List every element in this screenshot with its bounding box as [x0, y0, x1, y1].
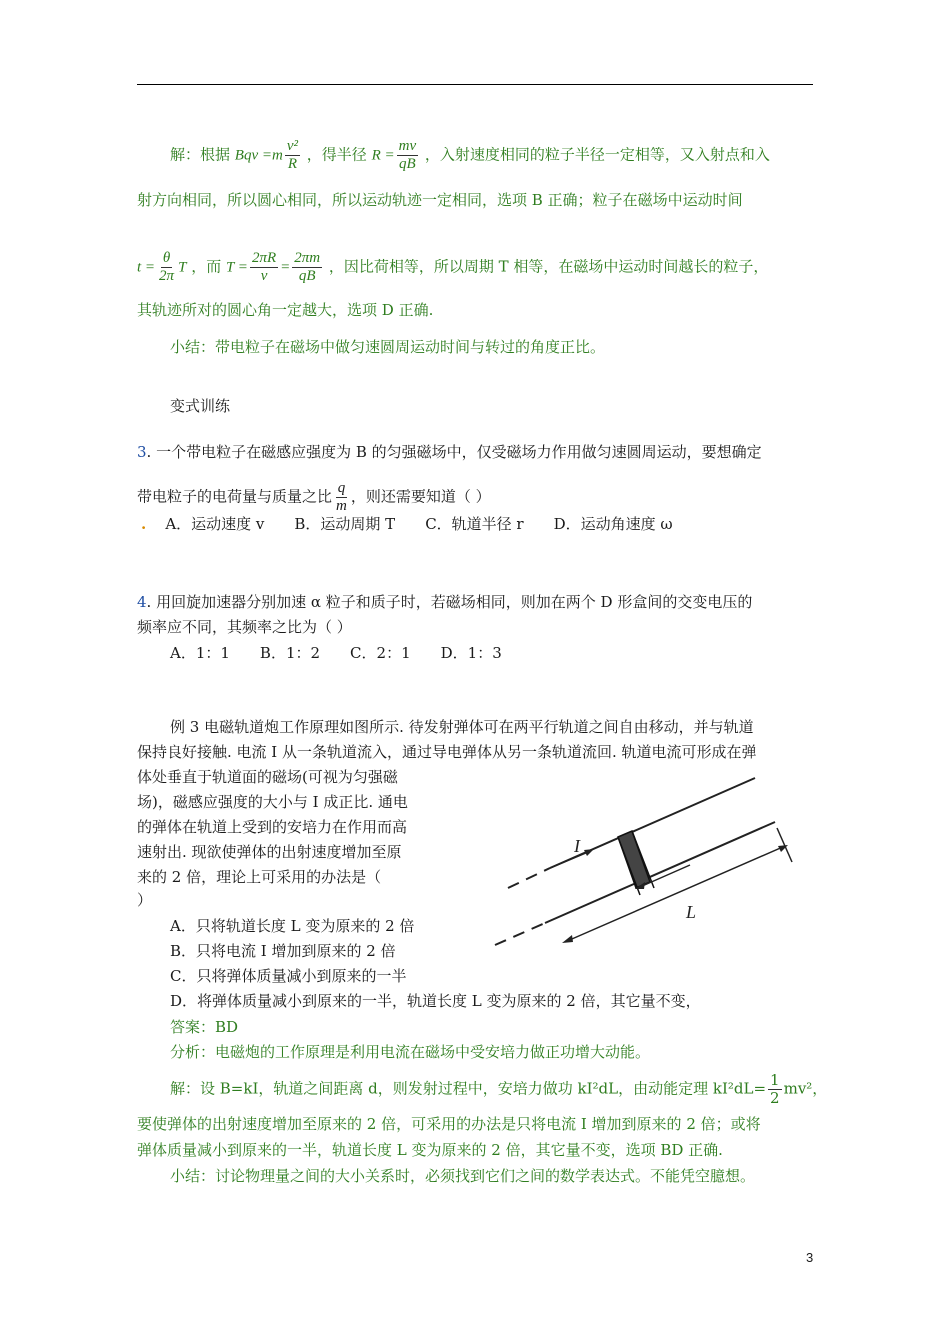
ex3-option-b: B．只将电流 I 增加到原来的 2 倍	[170, 942, 396, 960]
section-title: 变式训练	[170, 397, 231, 415]
ex3-solution-line-1: 解：设 B=kI，轨道之间距离 d，则发射过程中，安培力做功 kI²dL，由动能定理 kI²dL= $\frac{1}{2}$ mv²，	[170, 1071, 828, 1107]
q4-option-d: D．1：3	[440, 644, 502, 662]
ex3-line-1: 例 3 电磁轨道炮工作原理如图所示. 待发射弹体可在两平行轨道之间自由移动，并与轨道	[170, 718, 754, 736]
q3-option-d: D．运动角速度 ω	[553, 515, 673, 533]
solution-line-3: t = $\frac{\theta}{2\pi}$ T ，而 T = $\frac{2\pi R}{v}$ = $\frac{2\pi m}{qB}$ ，因比荷相等，所以周期 T 相等，在磁场中运动时间越长的粒子，	[137, 250, 769, 284]
length-label: L	[686, 902, 697, 922]
q3-option-c: C．轨道半径 r	[425, 515, 524, 533]
solution-line-4: 其轨迹所对的圆心角一定越大，选项 D 正确.	[137, 301, 434, 319]
ex3-solution-line-2: 要使弹体的出射速度增加至原来的 2 倍，可采用的办法是只将电流 I 增加到原来的 2 倍；或将	[137, 1115, 761, 1133]
ex3-line-5: 的弹体在轨道上受到的安培力在作用而高	[137, 818, 408, 836]
ex3-summary: 小结：讨论物理量之间的大小关系时，必须找到它们之间的数学表达式。不能凭空臆想。	[170, 1167, 756, 1185]
q4-line-1: 4. 用回旋加速器分别加速 α 粒子和质子时，若磁场相同，则加在两个 D 形盒间的交变电压的	[137, 593, 753, 611]
ex3-analysis: 分析：电磁炮的工作原理是利用电流在磁场中受安培力做正功增大动能。	[170, 1043, 651, 1061]
solution-line-2: 射方向相同，所以圆心相同，所以运动轨迹一定相同，选项 B 正确；粒子在磁场中运动时间	[137, 191, 743, 209]
upper-rail-dashed	[508, 868, 550, 888]
solution-summary: 小结：带电粒子在磁场中做匀速圆周运动时间与转过的角度正比。	[170, 338, 606, 356]
q4-option-b: B．1：2	[259, 644, 321, 662]
ex3-line-7: 来的 2 倍，理论上可采用的办法是（	[137, 868, 382, 886]
q3-option-a: A．运动速度 v	[165, 515, 265, 533]
solution-line-1: 解：根据 Bqv =m $\frac{\text{v²}}{R}$ ，得半径 R = $\frac{mv}{qB}$ ，入射速度相同的粒子半径一定相等，又入射点和入	[170, 138, 770, 172]
q4-options	[170, 643, 532, 663]
ex3-solution-line-3: 弹体质量减小到原来的一半，轨道长度 L 变为原来的 2 倍，其它量不变，选项 BD 正确.	[137, 1141, 723, 1159]
ex3-option-a: A．只将轨道长度 L 变为原来的 2 倍	[170, 917, 415, 935]
arrowhead-in	[584, 849, 594, 856]
length-dimension-line	[565, 846, 785, 942]
ex3-line-8: ）	[137, 891, 153, 909]
ex3-option-c: C．只将弹体质量减小到原来的一半	[170, 967, 407, 985]
current-arrow-in	[550, 852, 588, 868]
ex3-line-3: 体处垂直于轨道面的磁场(可视为匀强磁	[137, 768, 398, 786]
ex3-answer: 答案：BD	[170, 1018, 239, 1036]
q4-line-2: 频率应不同，其频率之比为（ ）	[137, 618, 352, 636]
current-label: I	[574, 836, 580, 856]
ex3-option-d: D．将弹体质量减小到原来的一半，轨道长度 L 变为原来的 2 倍，其它量不变，	[170, 992, 701, 1010]
header-rule	[137, 84, 813, 85]
q4-option-a: A．1：1	[170, 644, 230, 662]
length-end-tick	[777, 828, 792, 862]
ex3-line-2: 保持良好接触. 电流 I 从一条轨道流入，通过导电弹体从另一条轨道流回. 轨道电流可形成在弹	[137, 743, 757, 761]
q3-option-b: B．运动周期 T	[294, 515, 396, 533]
q3-options: . A．运动速度 v B．运动周期 T C．轨道半径 r D．运动角速度 ω	[141, 515, 673, 533]
q3-line-2: 带电粒子的电荷量与质量之比 $\frac{q}{m}$ ，则还需要知道（ ）	[137, 480, 491, 514]
q3-line-1: 3. 一个带电粒子在磁感应强度为 B 的匀强磁场中，仅受磁场力作用做匀速圆周运动，要想确定	[137, 443, 762, 461]
q4-option-c: C．2：1	[350, 644, 411, 662]
length-arrow-left	[562, 935, 573, 943]
ex3-line-4: 场)，磁感应强度的大小与 I 成正比. 通电	[137, 793, 408, 811]
railgun-figure	[490, 770, 810, 955]
page-number: 3	[806, 1250, 814, 1265]
lower-rail-dashed	[495, 923, 545, 945]
ex3-line-6: 速射出. 现欲使弹体的出射速度增加至原	[137, 843, 402, 861]
